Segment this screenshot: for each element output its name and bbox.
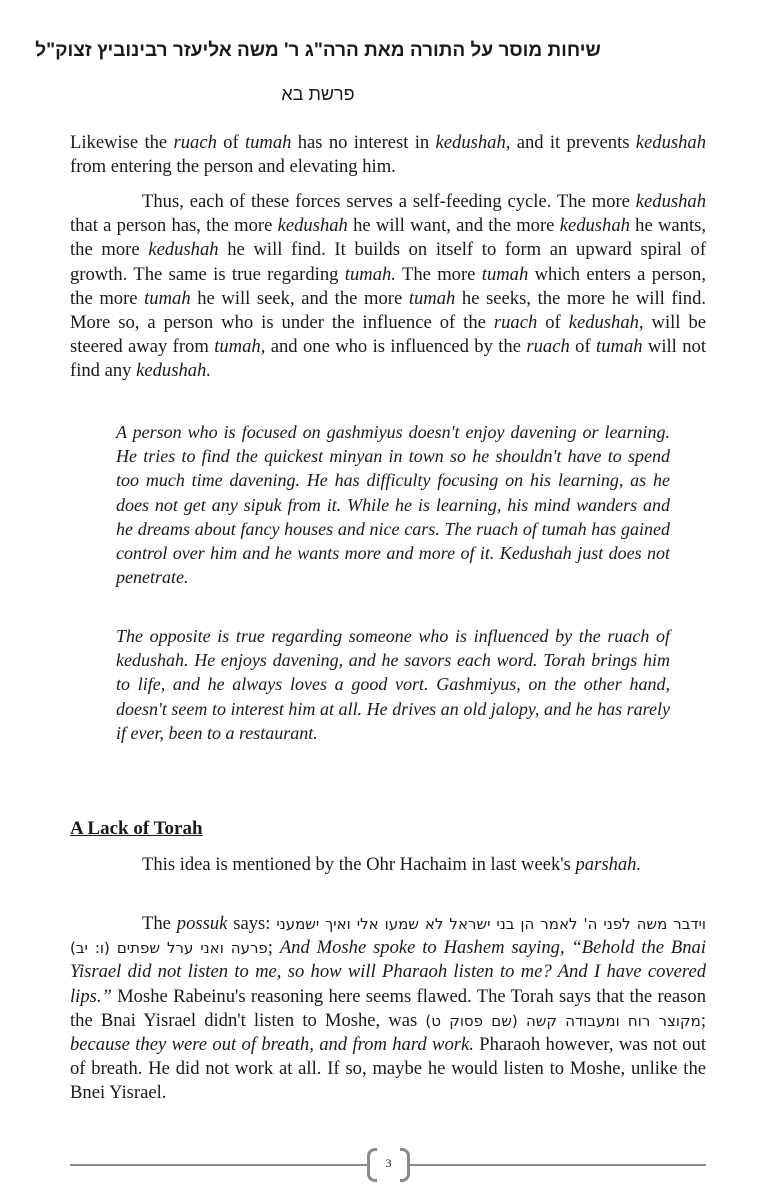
block-quote-1: A person who is focused on gashmiyus doesn't enjoy davening or learning. He tries to find the quickest minyan in town so he shouldn't have to spend too much time davening. He has difficulty focusing on his learning, as he does not get any sipuk from it. While he is learning, his mind wanders and he dreams about fancy houses and nice cars. The ruach of tumah has gained control over him and he wants more and more of it. Kedushah just does not penetrate. xyxy=(116,422,670,588)
text: ; xyxy=(700,1009,706,1031)
hebrew-quote: מקוצר רוח ומעבודה קשה (שם פסוק ט) xyxy=(425,1011,701,1030)
running-header-parsha: פרשת בא xyxy=(281,84,355,104)
text: The xyxy=(142,913,177,934)
right-brace-icon xyxy=(400,1148,410,1182)
text: he seeks, the more he will find. More so, a person who is under the influence of the xyxy=(70,287,707,334)
page-footer xyxy=(70,1148,706,1184)
text: and one who is influenced by the xyxy=(265,336,527,358)
text: tumah xyxy=(481,263,529,285)
text: ruach xyxy=(173,132,217,153)
paragraph-1 xyxy=(70,131,706,179)
text: Likewise the xyxy=(70,132,174,153)
text: kedushah xyxy=(277,215,348,237)
text: Moshe Rabeinu's reasoning here seems flawed. The Torah says that the reason the Bnai Yisrael didn't listen to Moshe, was xyxy=(70,985,706,1031)
text: The more xyxy=(395,263,482,285)
text: kedushah xyxy=(148,239,219,261)
block-quote-2: The opposite is true regarding someone who is influenced by the ruach of kedushah. He enjoys davening, and he savors each word. Torah brings him to life, and he always loves a good vort. Gashmiyus, on the other hand, doesn't seem to interest him at all. He drives an old jalopy, and he has rarely if ever, been to a restaurant. xyxy=(116,626,670,743)
paragraph-2 xyxy=(70,190,706,384)
text: Pharaoh however, was not out of breath. He did not work at all. If so, maybe he would listen to Moshe, unlike the Bnei Yisrael. xyxy=(70,1034,707,1104)
text: tumah, xyxy=(214,336,266,358)
text: kedushah, xyxy=(568,312,644,334)
page-number: 3 xyxy=(385,1156,392,1170)
footer-rule-left xyxy=(70,1164,367,1166)
text: And Moshe spoke to Hashem saying, “Behold the Bnai Yisrael did not listen to me, so how will Pharaoh listen to me? And I have covered lips.” xyxy=(70,937,706,1007)
text: because they were out of breath, and from hard work. xyxy=(70,1034,474,1056)
text: This idea is mentioned by the Ohr Hachaim in last week's xyxy=(142,854,576,875)
hebrew-quote: וידבר משה לפני ה' לאמר הן בני ישראל לא שמעו אלי ואיך ישמעני פרעה ואני ערל שפתים (ו: יב) xyxy=(70,915,707,958)
text: he will want, and the more xyxy=(347,215,560,237)
text: will be steered away from xyxy=(70,312,707,358)
text: parshah. xyxy=(575,854,642,875)
text: of xyxy=(216,132,245,153)
text: tumah. xyxy=(344,263,396,285)
text: and it prevents xyxy=(510,132,636,153)
text: he will find. It builds on itself to form an upward spiral of growth. The same is true regarding xyxy=(70,239,707,285)
section-paragraph-1 xyxy=(70,853,706,877)
text: he wants, the more xyxy=(70,215,707,261)
text: ruach xyxy=(493,312,538,334)
text: of xyxy=(569,336,597,358)
text: will not find any xyxy=(70,336,706,382)
text: says: xyxy=(227,913,277,934)
text: which enters a person, the more xyxy=(70,263,706,309)
running-header-title: שיחות מוסר על התורה מאת הרה"ג ר' משה אליעזר רבינוביץ זצוק"ל xyxy=(35,40,601,61)
text: ; xyxy=(267,937,280,959)
text: tumah xyxy=(144,287,191,309)
text: that a person has, the more xyxy=(70,215,278,237)
text: from entering the person and elevating him. xyxy=(70,156,396,178)
text: kedushah, xyxy=(435,132,511,153)
text: he will seek, and the more xyxy=(190,287,409,309)
text: possuk xyxy=(176,913,228,934)
text: of xyxy=(537,312,569,334)
footer-rule-right xyxy=(410,1164,706,1166)
text: kedushah xyxy=(559,215,630,237)
text: kedushah xyxy=(635,132,707,153)
text: tumah xyxy=(596,336,643,358)
text: ruach xyxy=(526,336,570,358)
section-heading: A Lack of Torah xyxy=(70,818,203,839)
text: tumah xyxy=(244,132,292,153)
text: tumah xyxy=(408,287,456,309)
section-paragraph-2 xyxy=(70,912,706,1106)
text: kedushah. xyxy=(136,360,211,382)
text: kedushah xyxy=(635,191,706,212)
text: Thus, each of these forces serves a self-feeding cycle. The more xyxy=(142,191,636,212)
left-brace-icon xyxy=(367,1148,377,1182)
text: has no interest in xyxy=(291,132,436,153)
